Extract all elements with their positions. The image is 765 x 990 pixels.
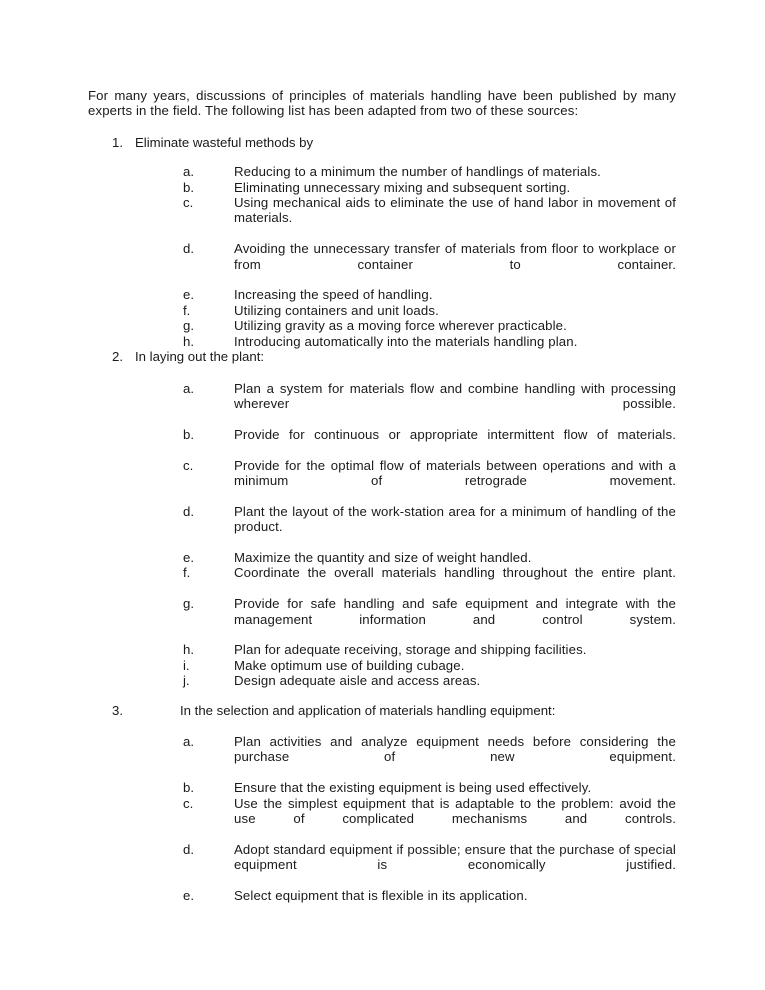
list-item [88,842,676,888]
list-item-marker: c. [183,195,194,211]
list-item-marker: b. [183,179,194,195]
list-item-text: Make optimum use of building cubage. [234,657,465,673]
list-item [88,180,676,195]
list-item [88,303,676,318]
document-body [88,88,676,904]
list-item-marker: d. [183,841,194,857]
list-item [88,195,676,241]
list-item-marker: f. [183,565,191,581]
list-item [88,427,676,458]
list-item [88,596,676,642]
list-item-text: Using mechanical aids to eliminate the use of hand labor in movement of materials. [234,195,676,226]
list-item-marker: e. [183,549,194,565]
list-item [88,458,676,504]
numbered-item-2-title: In laying out the plant: [135,349,265,365]
list-item [88,734,676,780]
spacer [88,718,676,734]
list-item-text: Select equipment that is flexible in its application. [234,888,528,904]
list-item-marker: d. [183,241,194,257]
list-item [88,504,676,550]
list-item-text: Plan for adequate receiving, storage and shipping facilities. [234,642,587,658]
list-item [88,888,676,903]
list-item-text: Design adequate aisle and access areas. [234,673,481,689]
numbered-item-3 [88,703,676,718]
spacer [88,365,676,381]
list-item-text: Plan a system for materials flow and combine handling with processing wherever possible. [234,380,676,411]
list-item-marker: e. [183,888,194,904]
list-item-text: Increasing the speed of handling. [234,287,433,303]
list-item-marker: g. [183,318,194,334]
list-item [88,381,676,427]
list-item-text: Reducing to a minimum the number of handlings of materials. [234,164,601,180]
list-item [88,658,676,673]
list-item-text: Plan activities and analyze equipment needs before considering the purchase of new equipment. [234,734,676,765]
sub-list-3 [88,734,676,903]
list-item [88,287,676,302]
list-item-text: Utilizing containers and unit loads. [234,302,439,318]
list-item-text: Use the simplest equipment that is adaptable to the problem: avoid the use of complicated mechanisms and controls. [234,795,676,827]
list-item [88,780,676,795]
list-item-marker: a. [183,734,194,750]
list-item-text: Avoiding the unnecessary transfer of materials from floor to workplace or from container to container. [234,241,676,272]
list-item [88,565,676,596]
list-item-text: Provide for the optimal flow of materials between operations and with a minimum of retrograde movement. [234,457,676,488]
intro-paragraph: For many years, discussions of principles of materials handling have been published by many experts in the field. The following list has been adapted from two of these sources: [88,88,676,119]
list-item-marker: b. [183,426,194,442]
sub-list-2 [88,381,676,689]
list-item [88,241,676,287]
list-item [88,796,676,842]
list-item [88,318,676,333]
list-item [88,642,676,657]
list-item-text: Maximize the quantity and size of weight handled. [234,549,532,565]
sub-list-1 [88,164,676,349]
list-item [88,164,676,179]
list-item-marker: h. [183,642,194,658]
numbered-item-1-marker: 1. [112,134,123,150]
list-item [88,673,676,688]
list-item-text: Utilizing gravity as a moving force wherever practicable. [234,318,567,334]
numbered-item-2 [88,349,676,364]
list-item-marker: i. [183,657,190,673]
spacer [88,689,676,703]
list-item-marker: c. [183,795,194,811]
list-item-text: Adopt standard equipment if possible; ensure that the purchase of special equipment is economically justified. [234,841,676,873]
list-item-marker: e. [183,287,194,303]
list-item-marker: j. [183,673,190,689]
spacer [88,150,676,164]
list-item-marker: c. [183,457,194,473]
list-item [88,550,676,565]
list-item-text: Coordinate the overall materials handling throughout the entire plant. [234,565,676,581]
numbered-item-3-marker: 3. [112,702,123,718]
list-item [88,334,676,349]
numbered-item-1 [88,135,676,150]
list-item-marker: g. [183,596,194,612]
list-item-text: Plant the layout of the work-station area for a minimum of handling of the product. [234,503,676,535]
numbered-item-2-marker: 2. [112,349,123,365]
numbered-item-3-title: In the selection and application of materials handling equipment: [180,702,556,718]
list-item-marker: d. [183,503,194,519]
numbered-item-1-title: Eliminate wasteful methods by [135,134,314,150]
list-item-text: Eliminating unnecessary mixing and subsequent sorting. [234,179,571,195]
list-item-text: Provide for continuous or appropriate intermittent flow of materials. [234,426,676,442]
list-item-marker: a. [183,164,194,180]
list-item-marker: b. [183,780,194,796]
list-item-marker: h. [183,333,194,349]
list-item-text: Provide for safe handling and safe equipment and integrate with the management information and control system. [234,596,676,627]
list-item-text: Ensure that the existing equipment is being used effectively. [234,780,592,796]
list-item-marker: f. [183,302,191,318]
list-item-text: Introducing automatically into the materials handling plan. [234,333,578,349]
list-item-marker: a. [183,380,194,396]
